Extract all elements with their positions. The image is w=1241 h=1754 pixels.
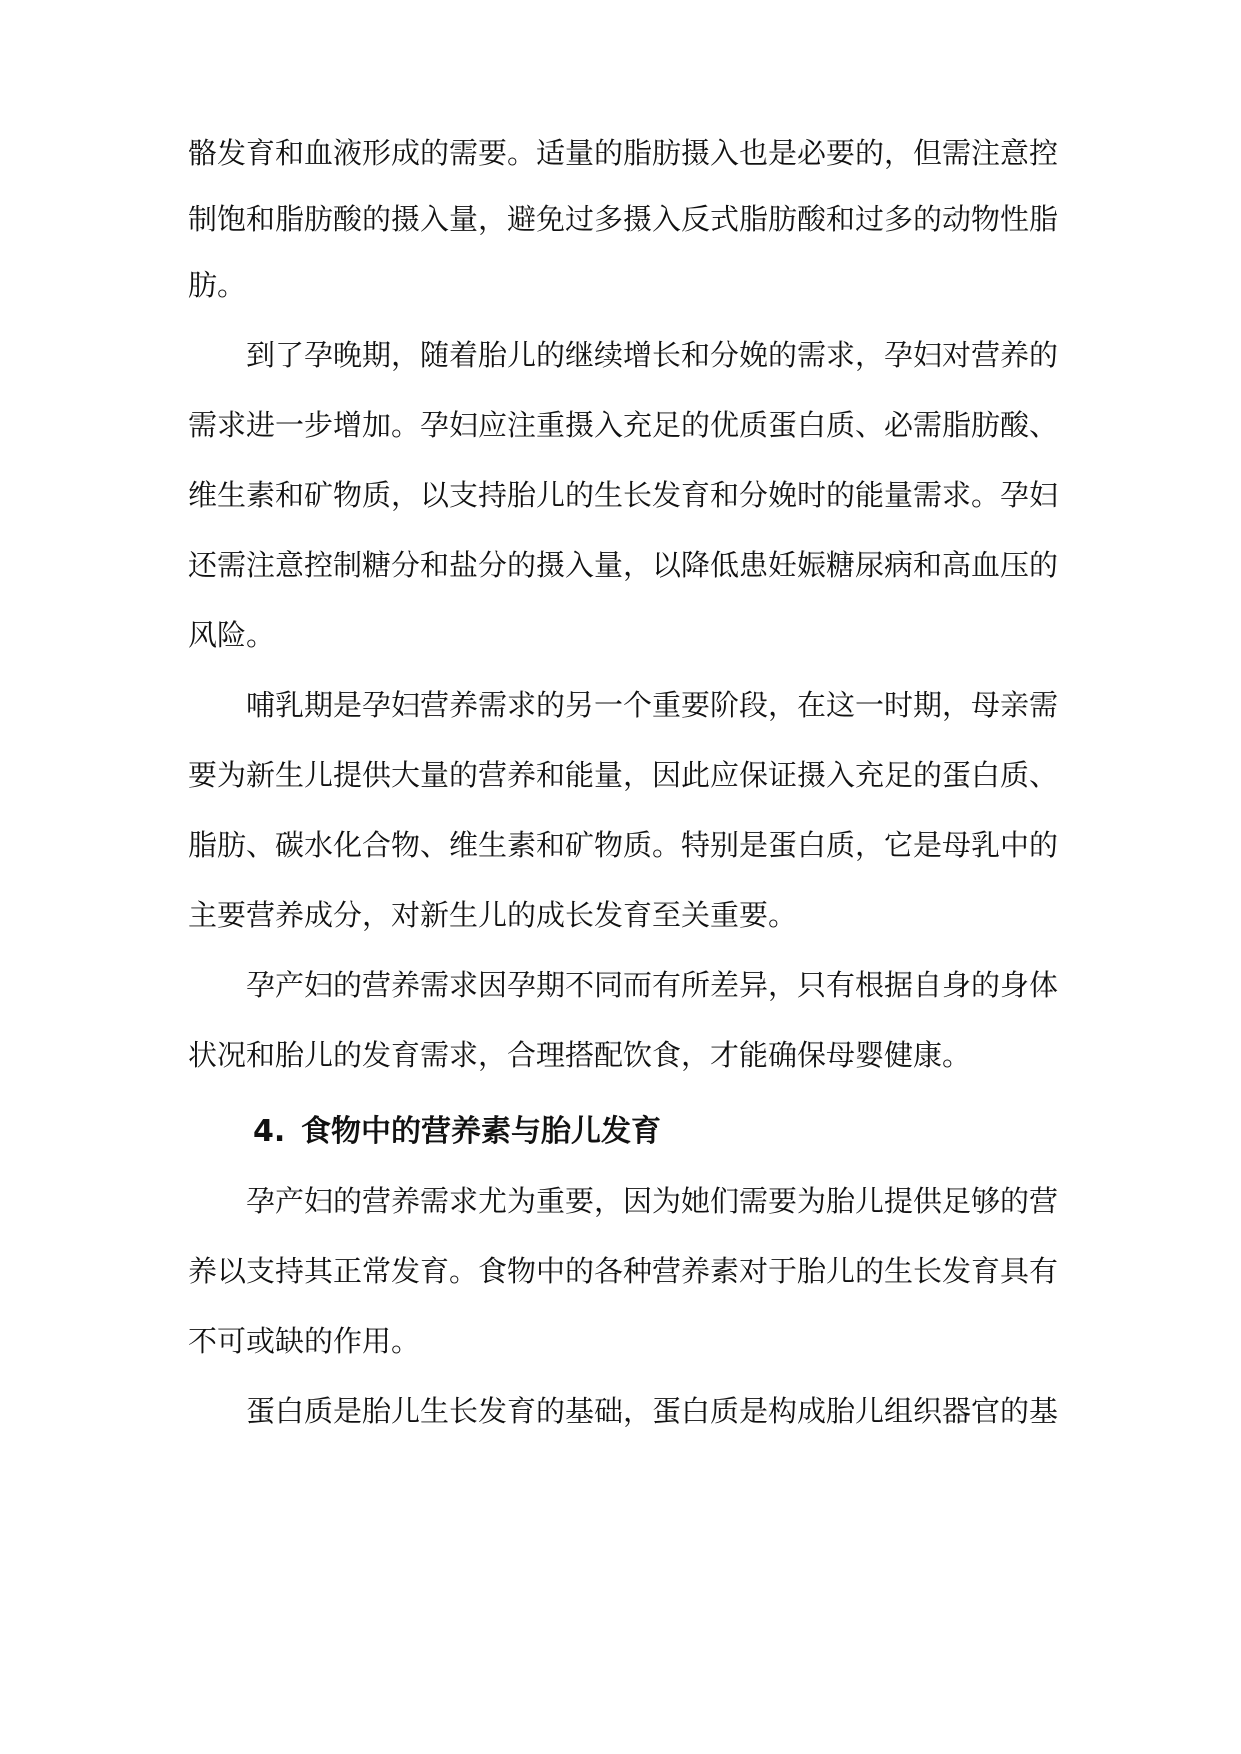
paragraph-line: 孕产妇的营养需求尤为重要，因为她们需要为胎儿提供足够的营 (188, 1184, 1059, 1218)
paragraph-line: 肪。 (188, 268, 247, 302)
paragraph-line: 养以支持其正常发育。食物中的各种营养素对于胎儿的生长发育具有 (188, 1254, 1059, 1288)
section-heading (253, 1107, 953, 1157)
paragraph-line: 骼发育和血液形成的需要。适量的脂肪摄入也是必要的，但需注意控 (188, 136, 1059, 170)
paragraph-line: 要为新生儿提供大量的营养和能量，因此应保证摄入充足的蛋白质、 (188, 758, 1059, 792)
paragraph-line: 维生素和矿物质，以支持胎儿的生长发育和分娩时的能量需求。孕妇 (188, 478, 1059, 512)
paragraph-line: 需求进一步增加。孕妇应注重摄入充足的优质蛋白质、必需脂肪酸、 (188, 408, 1059, 442)
paragraph-line: 制饱和脂肪酸的摄入量，避免过多摄入反式脂肪酸和过多的动物性脂 (188, 202, 1059, 236)
paragraph-line: 还需注意控制糖分和盐分的摄入量，以降低患妊娠糖尿病和高血压的 (188, 548, 1059, 582)
paragraph-line: 哺乳期是孕妇营养需求的另一个重要阶段，在这一时期，母亲需 (188, 688, 1059, 722)
paragraph-line: 不可或缺的作用。 (188, 1324, 421, 1358)
section-number: 4. (253, 1114, 286, 1149)
paragraph-line: 脂肪、碳水化合物、维生素和矿物质。特别是蛋白质，它是母乳中的 (188, 828, 1059, 862)
paragraph-line: 风险。 (188, 618, 276, 652)
paragraph-line: 蛋白质是胎儿生长发育的基础，蛋白质是构成胎儿组织器官的基 (188, 1394, 1059, 1428)
paragraph-line: 孕产妇的营养需求因孕期不同而有所差异，只有根据自身的身体 (188, 968, 1059, 1002)
section-title: 食物中的营养素与胎儿发育 (301, 1114, 661, 1149)
paragraph-line: 到了孕晚期，随着胎儿的继续增长和分娩的需求，孕妇对营养的 (188, 338, 1059, 372)
paragraph-line: 状况和胎儿的发育需求，合理搭配饮食，才能确保母婴健康。 (188, 1038, 972, 1072)
paragraph-line: 主要营养成分，对新生儿的成长发育至关重要。 (188, 898, 798, 932)
